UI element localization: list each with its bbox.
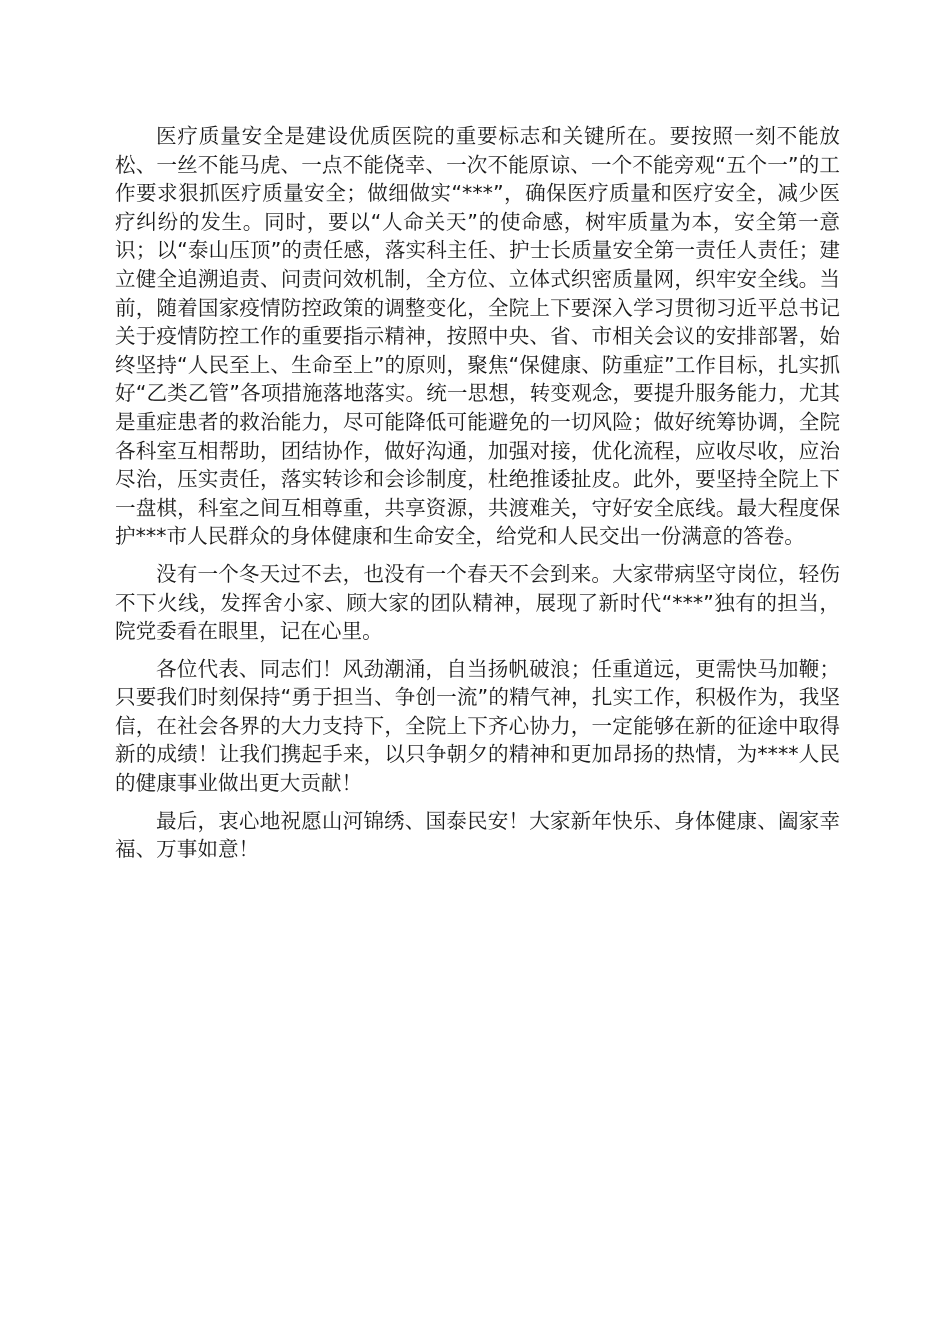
paragraph-medical-quality: 医疗质量安全是建设优质医院的重要标志和关键所在。要按照一刻不能放松、一丝不能马虎、一点不能侥幸、一次不能原谅、一个不能旁观“五个一”的工作要求狠抓医疗质量安全；做细做实“***”，确保医疗质量和医疗安全，减少医疗纠纷的发生。同时，要以“人命关天”的使命感，树牢质量为本，安全第一意识；以“泰山压顶”的责任感，落实科主任、护士长质量安全第一责任人责任；建立健全追溯追责、问责问效机制，全方位、立体式织密质量网，织牢安全线。当前，随着国家疫情防控政策的调整变化，全院上下要深入学习贯彻习近平总书记关于疫情防控工作的重要指示精神，按照中央、省、市相关会议的安排部署，始终坚持“人民至上、生命至上”的原则，聚焦“保健康、防重症”工作目标，扎实抓好“乙类乙管”各项措施落地落实。统一思想，转变观念，要提升服务能力，尤其是重症患者的救治能力，尽可能降低可能避免的一切风险；做好统筹协调，全院各科室互相帮助，团结协作，做好沟通，加强对接，优化流程，应收尽收，应治尽治，压实责任，落实转诊和会诊制度，杜绝推诿扯皮。此外，要坚持全院上下一盘棋，科室之间互相尊重，共享资源，共渡难关，守好安全底线。最大程度保护***市人民群众的身体健康和生命安全，给党和人民交出一份满意的答卷。 bbox=[115, 124, 840, 549]
document-body bbox=[115, 122, 840, 873]
paragraph-closing-wishes: 最后，衷心地祝愿山河锦绣、国泰民安！大家新年快乐、身体健康、阖家幸福、万事如意！ bbox=[115, 808, 840, 862]
paragraph-winter-spring: 没有一个冬天过不去，也没有一个春天不会到来。大家带病坚守岗位，轻伤不下火线，发挥舍小家、顾大家的团队精神，展现了新时代“***”独有的担当，院党委看在眼里，记在心里。 bbox=[115, 561, 840, 644]
paragraph-call-to-action: 各位代表、同志们！风劲潮涌，自当扬帆破浪；任重道远，更需快马加鞭；只要我们时刻保持“勇于担当、争创一流”的精气神，扎实工作，积极作为，我坚信，在社会各界的大力支持下，全院上下齐心协力，一定能够在新的征途中取得新的成绩！让我们携起手来，以只争朝夕的精神和更加昂扬的热情，为****人民的健康事业做出更大贡献！ bbox=[115, 656, 840, 796]
